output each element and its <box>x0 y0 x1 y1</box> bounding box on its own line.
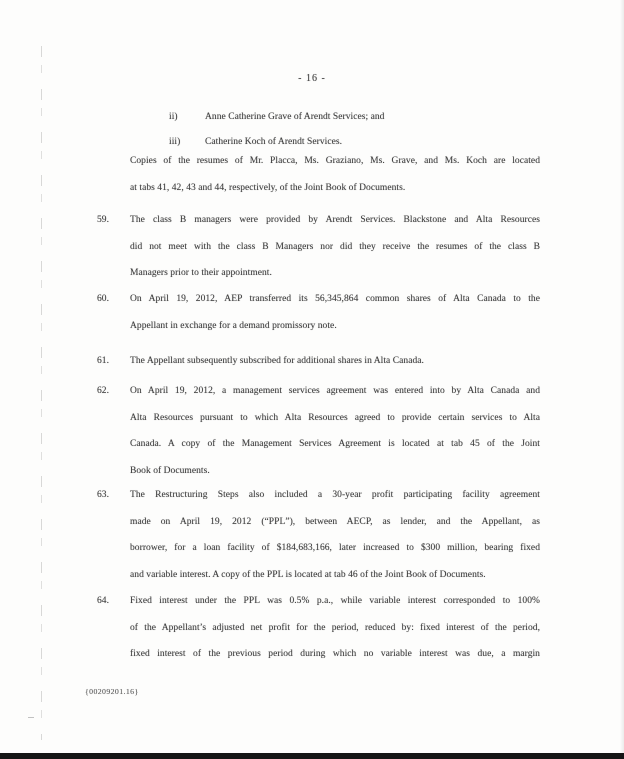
paragraph-number: 60. <box>97 294 110 304</box>
paragraph-number: 61. <box>97 356 110 366</box>
text-line: On April 19, 2012, a management services agreement was entered into by Alta Canada and <box>130 386 540 396</box>
text-line: On April 19, 2012, AEP transferred its 56,345,864 common shares of Alta Canada to the <box>130 294 540 304</box>
sub-item-marker: iii) <box>169 137 181 147</box>
continuation-paragraph-body <box>130 148 540 201</box>
paragraph-body <box>130 348 540 375</box>
text-line: The Restructuring Steps also included a 30-year profit participating facility agreement <box>130 490 540 500</box>
paragraph-body <box>130 482 540 588</box>
paragraph-body <box>130 207 540 287</box>
sub-item-marker: ii) <box>169 112 178 122</box>
paragraph-number: 59. <box>97 215 110 225</box>
text-line: The Appellant subsequently subscribed for additional shares in Alta Canada. <box>130 356 424 366</box>
text-line: did not meet with the class B Managers nor did they receive the resumes of the class B <box>130 241 540 252</box>
text-line: Fixed interest under the PPL was 0.5% p.a., while variable interest corresponded to 100% <box>130 596 540 606</box>
text-line: Book of Documents. <box>130 465 210 476</box>
text-line: and variable interest. A copy of the PPL is located at tab 46 of the Joint Book of Documents. <box>130 569 486 580</box>
paragraph-number: 63. <box>97 490 110 500</box>
text-line: fixed interest of the previous period during which no variable interest was due, a margin <box>130 649 540 659</box>
text-line: Copies of the resumes of Mr. Placca, Ms. Graziano, Ms. Grave, and Ms. Koch are located <box>130 156 540 166</box>
text-line: Managers prior to their appointment. <box>130 268 272 278</box>
text-line: The class B managers were provided by Arendt Services. Blackstone and Alta Resources <box>130 215 540 225</box>
sub-item-text: Anne Catherine Grave of Arendt Services; and <box>205 112 385 122</box>
text-line: Canada. A copy of the Management Services Agreement is located at tab 45 of the Joint <box>130 439 540 449</box>
paragraph-body <box>130 286 540 339</box>
paragraph-body <box>130 378 540 484</box>
text-line: made on April 19, 2012 (“PPL”), between AECP, as lender, and the Appellant, as <box>130 516 540 527</box>
sub-item <box>0 104 624 131</box>
text-line: at tabs 41, 42, 43 and 44, respectively, of the Joint Book of Documents. <box>130 182 406 193</box>
docket-number: {00209201.16} <box>85 687 139 696</box>
paragraph-number: 64. <box>97 596 110 606</box>
text-line: borrower, for a loan facility of $184,683,166, later increased to $300 million, bearing fixed <box>130 543 540 553</box>
sub-item-text: Catherine Koch of Arendt Services. <box>205 137 343 147</box>
text-line: Appellant in exchange for a demand promissory note. <box>130 320 337 331</box>
text-line: of the Appellant’s adjusted net profit for the period, reduced by: fixed interest of the period, <box>130 622 540 633</box>
paragraph-number: 62. <box>97 386 110 396</box>
paragraph-body <box>130 588 540 668</box>
scan-bottom-bar <box>0 753 624 759</box>
text-line: Alta Resources pursuant to which Alta Resources agreed to provide certain services to Alta <box>130 412 540 423</box>
page-number: - 16 - <box>298 73 326 84</box>
scan-stray-mark <box>28 717 34 718</box>
